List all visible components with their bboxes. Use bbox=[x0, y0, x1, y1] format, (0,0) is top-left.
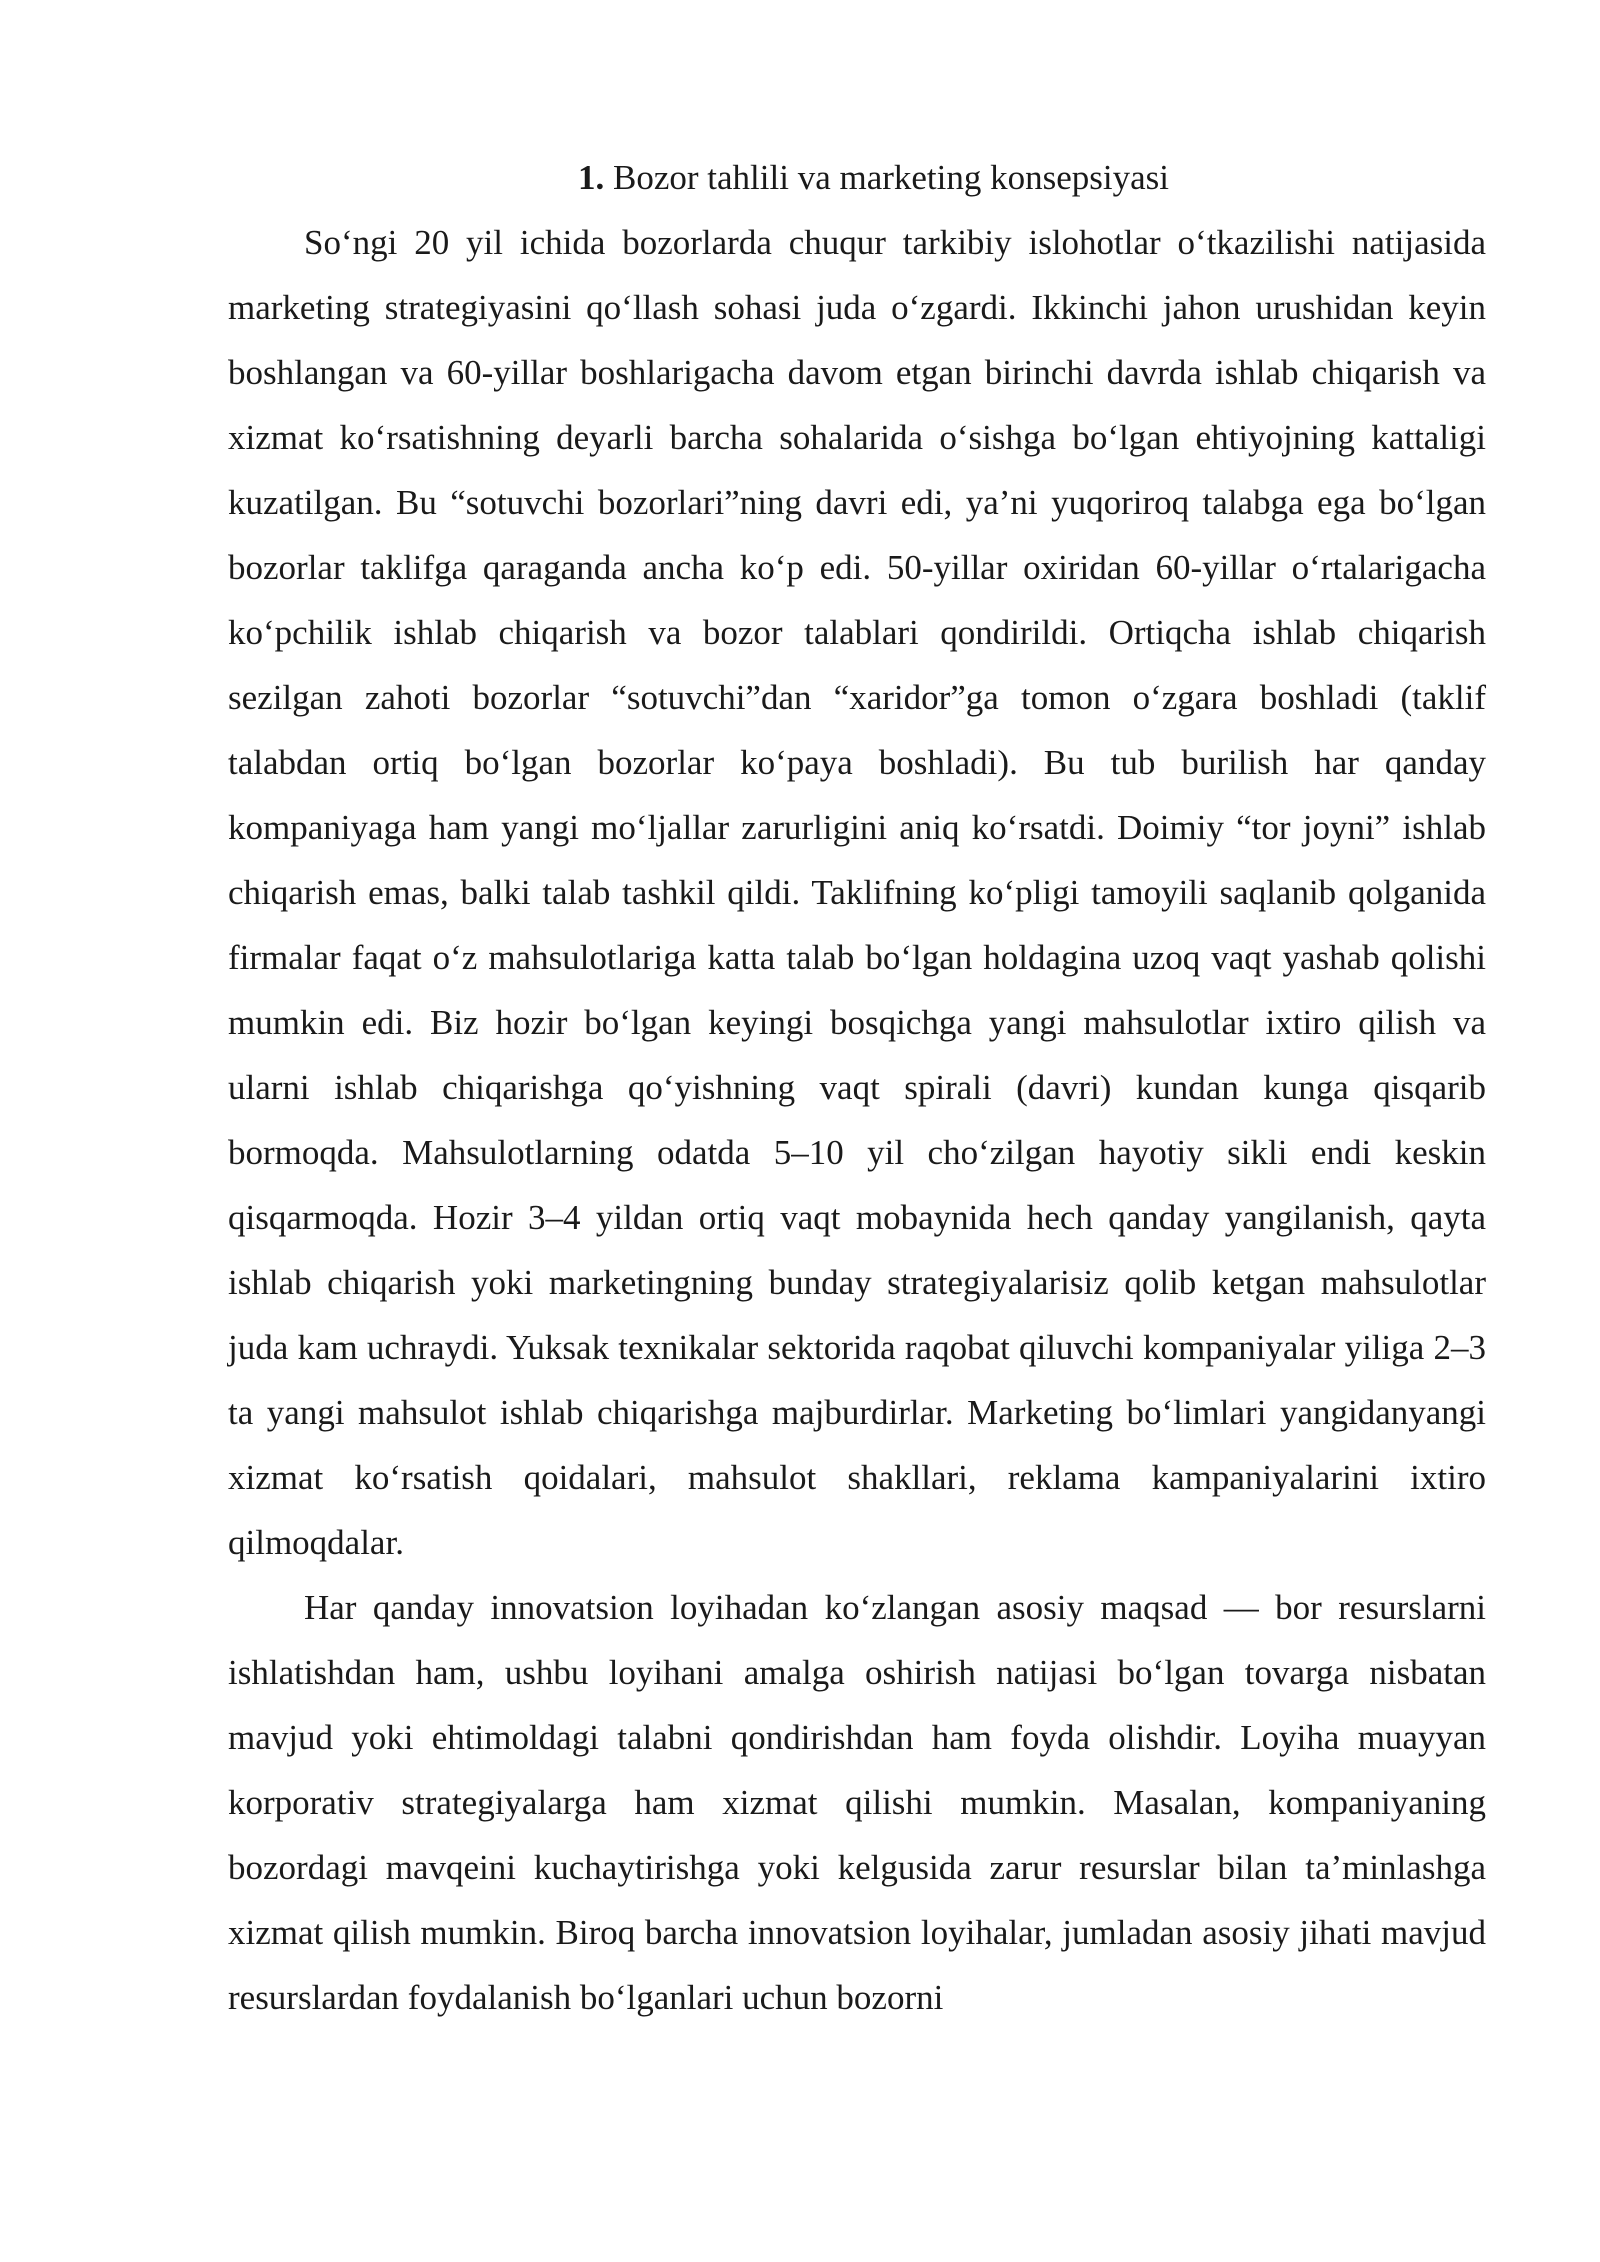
document-body bbox=[228, 145, 1486, 2030]
section-number: 1. bbox=[578, 158, 605, 197]
section-heading bbox=[228, 145, 1486, 210]
section-title: Bozor tahlili va marketing konsepsiyasi bbox=[604, 158, 1170, 197]
paragraph-2: Har qanday innovatsion loyihadan ko‘zlangan asosiy maqsad — bor resurslarni ishlatishdan ham, ushbu loyihani amalga oshirish natijasi bo‘lgan tovarga nisbatan mavjud yoki ehtimoldagi talabni qondirishdan ham foyda olishdir. Loyiha muayyan korporativ strategiyalarga ham xizmat qilishi mumkin. Masalan, kompaniyaning bozordagi mavqeini kuchaytirishga yoki kelgusida zarur resurslar bilan ta’minlashga xizmat qilish mumkin. Biroq barcha innovatsion loyihalar, jumladan asosiy jihati mavjud resurslardan foydalanish bo‘lganlari uchun bozorni bbox=[228, 1588, 1486, 2017]
paragraph-1: So‘ngi 20 yil ichida bozorlarda chuqur tarkibiy islohotlar o‘tkazilishi natijasida marketing strategiyasini qo‘llash sohasi juda o‘zgardi. Ikkinchi jahon urushidan keyin boshlangan va 60-yillar boshlarigacha davom etgan birinchi davrda ishlab chiqarish va xizmat ko‘rsatishning deyarli barcha sohalarida o‘sishga bo‘lgan ehtiyojning kattaligi kuzatilgan. Bu “sotuvchi bozorlari”ning davri edi, ya’ni yuqoriroq talabga ega bo‘lgan bozorlar taklifga qaraganda ancha ko‘p edi. 50-yillar oxiridan 60-yillar o‘rtalarigacha ko‘pchilik ishlab chiqarish va bozor talablari qondirildi. Ortiqcha ishlab chiqarish sezilgan zahoti bozorlar “sotuvchi”dan “xaridor”ga tomon o‘zgara boshladi (taklif talabdan ortiq bo‘lgan bozorlar ko‘paya boshladi). Bu tub burilish har qanday kompaniyaga ham yangi mo‘ljallar zarurligini aniq ko‘rsatdi. Doimiy “tor joyni” ishlab chiqarish emas, balki talab tashkil qildi. Taklifning ko‘pligi tamoyili saqlanib qolganida firmalar faqat o‘z mahsulotlariga katta talab bo‘lgan holdagina uzoq vaqt yashab qolishi mumkin edi. Biz hozir bo‘lgan keyingi bosqichga yangi mahsulotlar ixtiro qilish va ularni ishlab chiqarishga qo‘yishning vaqt spirali (davri) kundan kunga qisqarib bormoqda. Mahsulotlarning odatda 5–10 yil cho‘zilgan hayotiy sikli endi keskin qisqarmoqda. Hozir 3–4 yildan ortiq vaqt mobaynida hech qanday yangilanish, qayta ishlab chiqarish yoki marketingning bunday strategiyalarisiz qolib ketgan mahsulotlar juda kam uchraydi. Yuksak texnikalar sektorida raqobat qiluvchi kompaniyalar yiliga 2–3 ta yangi mahsulot ishlab chiqarishga majburdirlar. Marketing bo‘limlari yangidanyangi xizmat ko‘rsatish qoidalari, mahsulot shakllari, reklama kampaniyalarini ixtiro qilmoqdalar. bbox=[228, 223, 1486, 1562]
